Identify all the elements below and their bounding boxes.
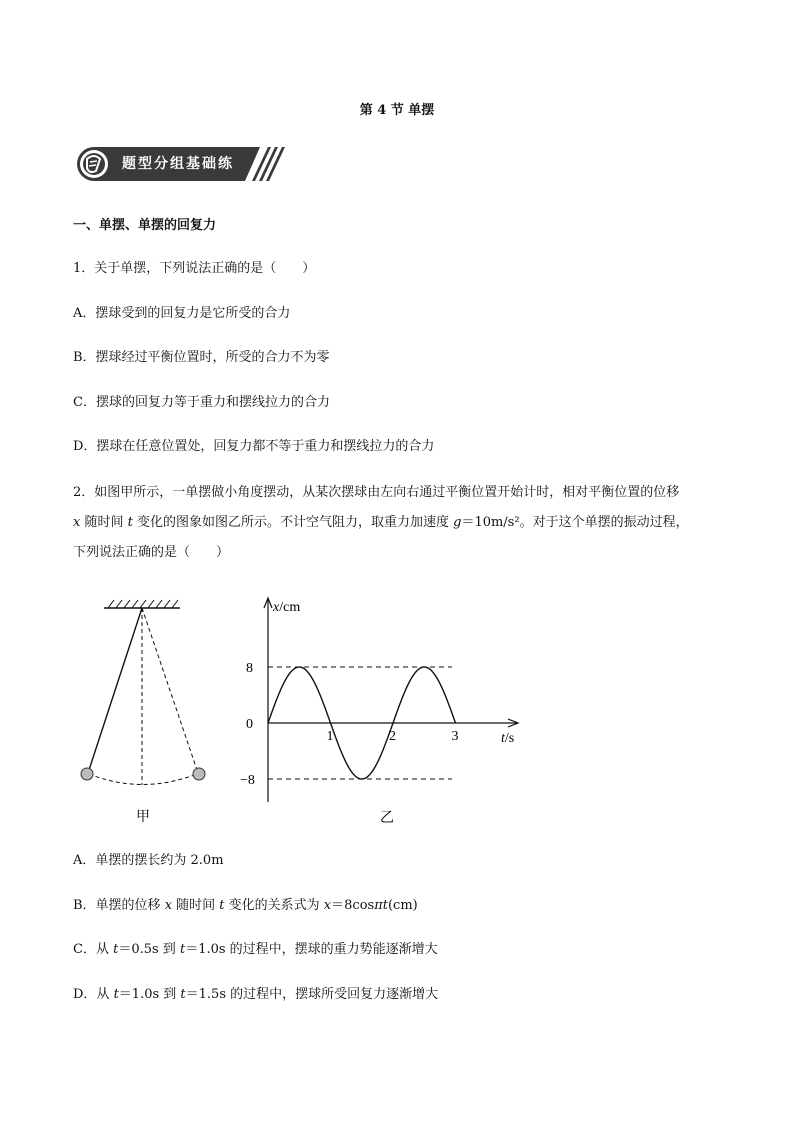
x-axis-label: t/s [501,731,515,746]
section-banner [74,144,286,184]
x-tick-label: 3 [451,729,459,744]
banner-label: 题型分组基础练 [122,156,234,172]
question-1-option-b: B．摆球经过平衡位置时，所受的合力不为零 [73,350,330,365]
question-1-stem: 1．关于单摆，下列说法正确的是（ ） [73,261,316,276]
question-2-line-3: 下列说法正确的是（ ） [73,545,230,560]
x-tick-label: 2 [389,729,396,744]
fig-yi-label: 乙 [380,811,394,826]
question-2-option-d: D．从 t＝1.0s 到 t＝1.5s 的过程中，摆球所受回复力逐渐增大 [73,987,439,1002]
section-heading: 一、单摆、单摆的回复力 [73,218,217,233]
question-2-figure [60,590,540,830]
scroll-badge-icon [80,150,108,178]
pendulum-diagram [81,600,205,825]
fig-jia-label: 甲 [136,810,150,825]
question-1-option-d: D．摆球在任意位置处，回复力都不等于重力和摆线拉力的合力 [73,439,435,454]
x-tick-label: 1 [326,729,334,744]
bob-left [81,768,93,780]
pendulum-string [89,608,142,770]
xt-graph [240,598,518,826]
question-2-option-c: C．从 t＝0.5s 到 t＝1.0s 的过程中，摆球的重力势能逐渐增大 [73,942,438,957]
question-2-option-b: B．单摆的位移 x 随时间 t 变化的关系式为 x＝8cosπt(cm) [73,898,418,913]
y-tick-label: 8 [246,661,253,676]
question-2-option-a: A．单摆的摆长约为 2.0m [73,853,224,868]
question-1-option-a: A．摆球受到的回复力是它所受的合力 [73,306,291,321]
right-extreme-dashed-line [142,608,197,770]
y-tick-label: 0 [246,717,253,732]
bob-right [193,768,205,780]
page-title: 第 4 节 单摆 [359,103,435,118]
y-tick-label: −8 [240,773,255,788]
ceiling-hatch [108,600,178,608]
y-axis-label: x/cm [273,600,301,615]
question-2-line-2: x 随时间 t 变化的图象如图乙所示。不计空气阻力，取重力加速度 g＝10m/s²。对于这个单摆的振动过程， [73,515,689,530]
swing-arc [89,774,197,785]
question-2-stem [73,478,728,568]
question-1-option-c: C．摆球的回复力等于重力和摆线拉力的合力 [73,395,330,410]
question-2-line-1: 2．如图甲所示，一单摆做小角度摆动，从某次摆球由左向右通过平衡位置开始计时，相对平衡位置的位移 [73,485,680,500]
